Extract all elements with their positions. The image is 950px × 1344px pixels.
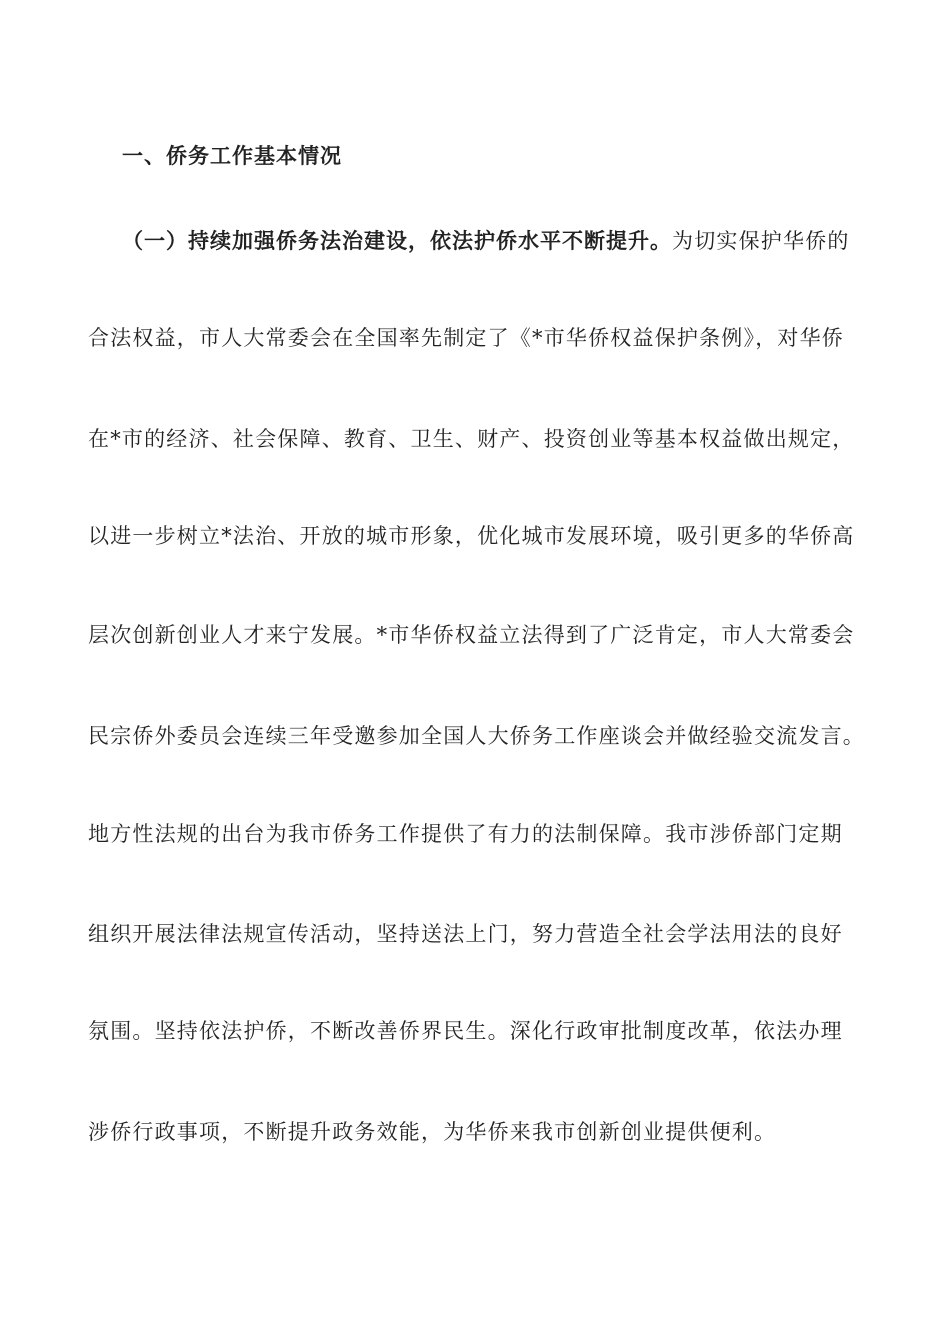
paragraph-line-5: 层次创新创业人才来宁发展。*市华侨权益立法得到了广泛肯定，市人大常委会 <box>88 623 855 647</box>
paragraph-text: 为切实保护华侨的 <box>672 229 850 253</box>
paragraph-line-3: 在*市的经济、社会保障、教育、卫生、财产、投资创业等基本权益做出规定， <box>88 427 855 451</box>
paragraph-line-10: 涉侨行政事项，不断提升政务效能，为华侨来我市创新创业提供便利。 <box>88 1120 777 1144</box>
subsection-title: （一）持续加强侨务法治建设，依法护侨水平不断提升。 <box>122 228 672 253</box>
paragraph-line-1 <box>122 226 912 256</box>
paragraph-line-9: 氛围。坚持依法护侨，不断改善侨界民生。深化行政审批制度改革，依法办理 <box>88 1019 843 1043</box>
paragraph-line-7: 地方性法规的出台为我市侨务工作提供了有力的法制保障。我市涉侨部门定期 <box>88 822 843 846</box>
paragraph-line-6: 民宗侨外委员会连续三年受邀参加全国人大侨务工作座谈会并做经验交流发言。 <box>88 724 865 748</box>
paragraph-line-2: 合法权益，市人大常委会在全国率先制定了《*市华侨权益保护条例》，对华侨 <box>88 326 844 350</box>
section-heading: 一、侨务工作基本情况 <box>122 143 342 168</box>
paragraph-line-8: 组织开展法律法规宣传活动，坚持送法上门，努力营造全社会学法用法的良好 <box>88 922 843 946</box>
paragraph-line-4: 以进一步树立*法治、开放的城市形象，优化城市发展环境，吸引更多的华侨高 <box>88 524 855 548</box>
